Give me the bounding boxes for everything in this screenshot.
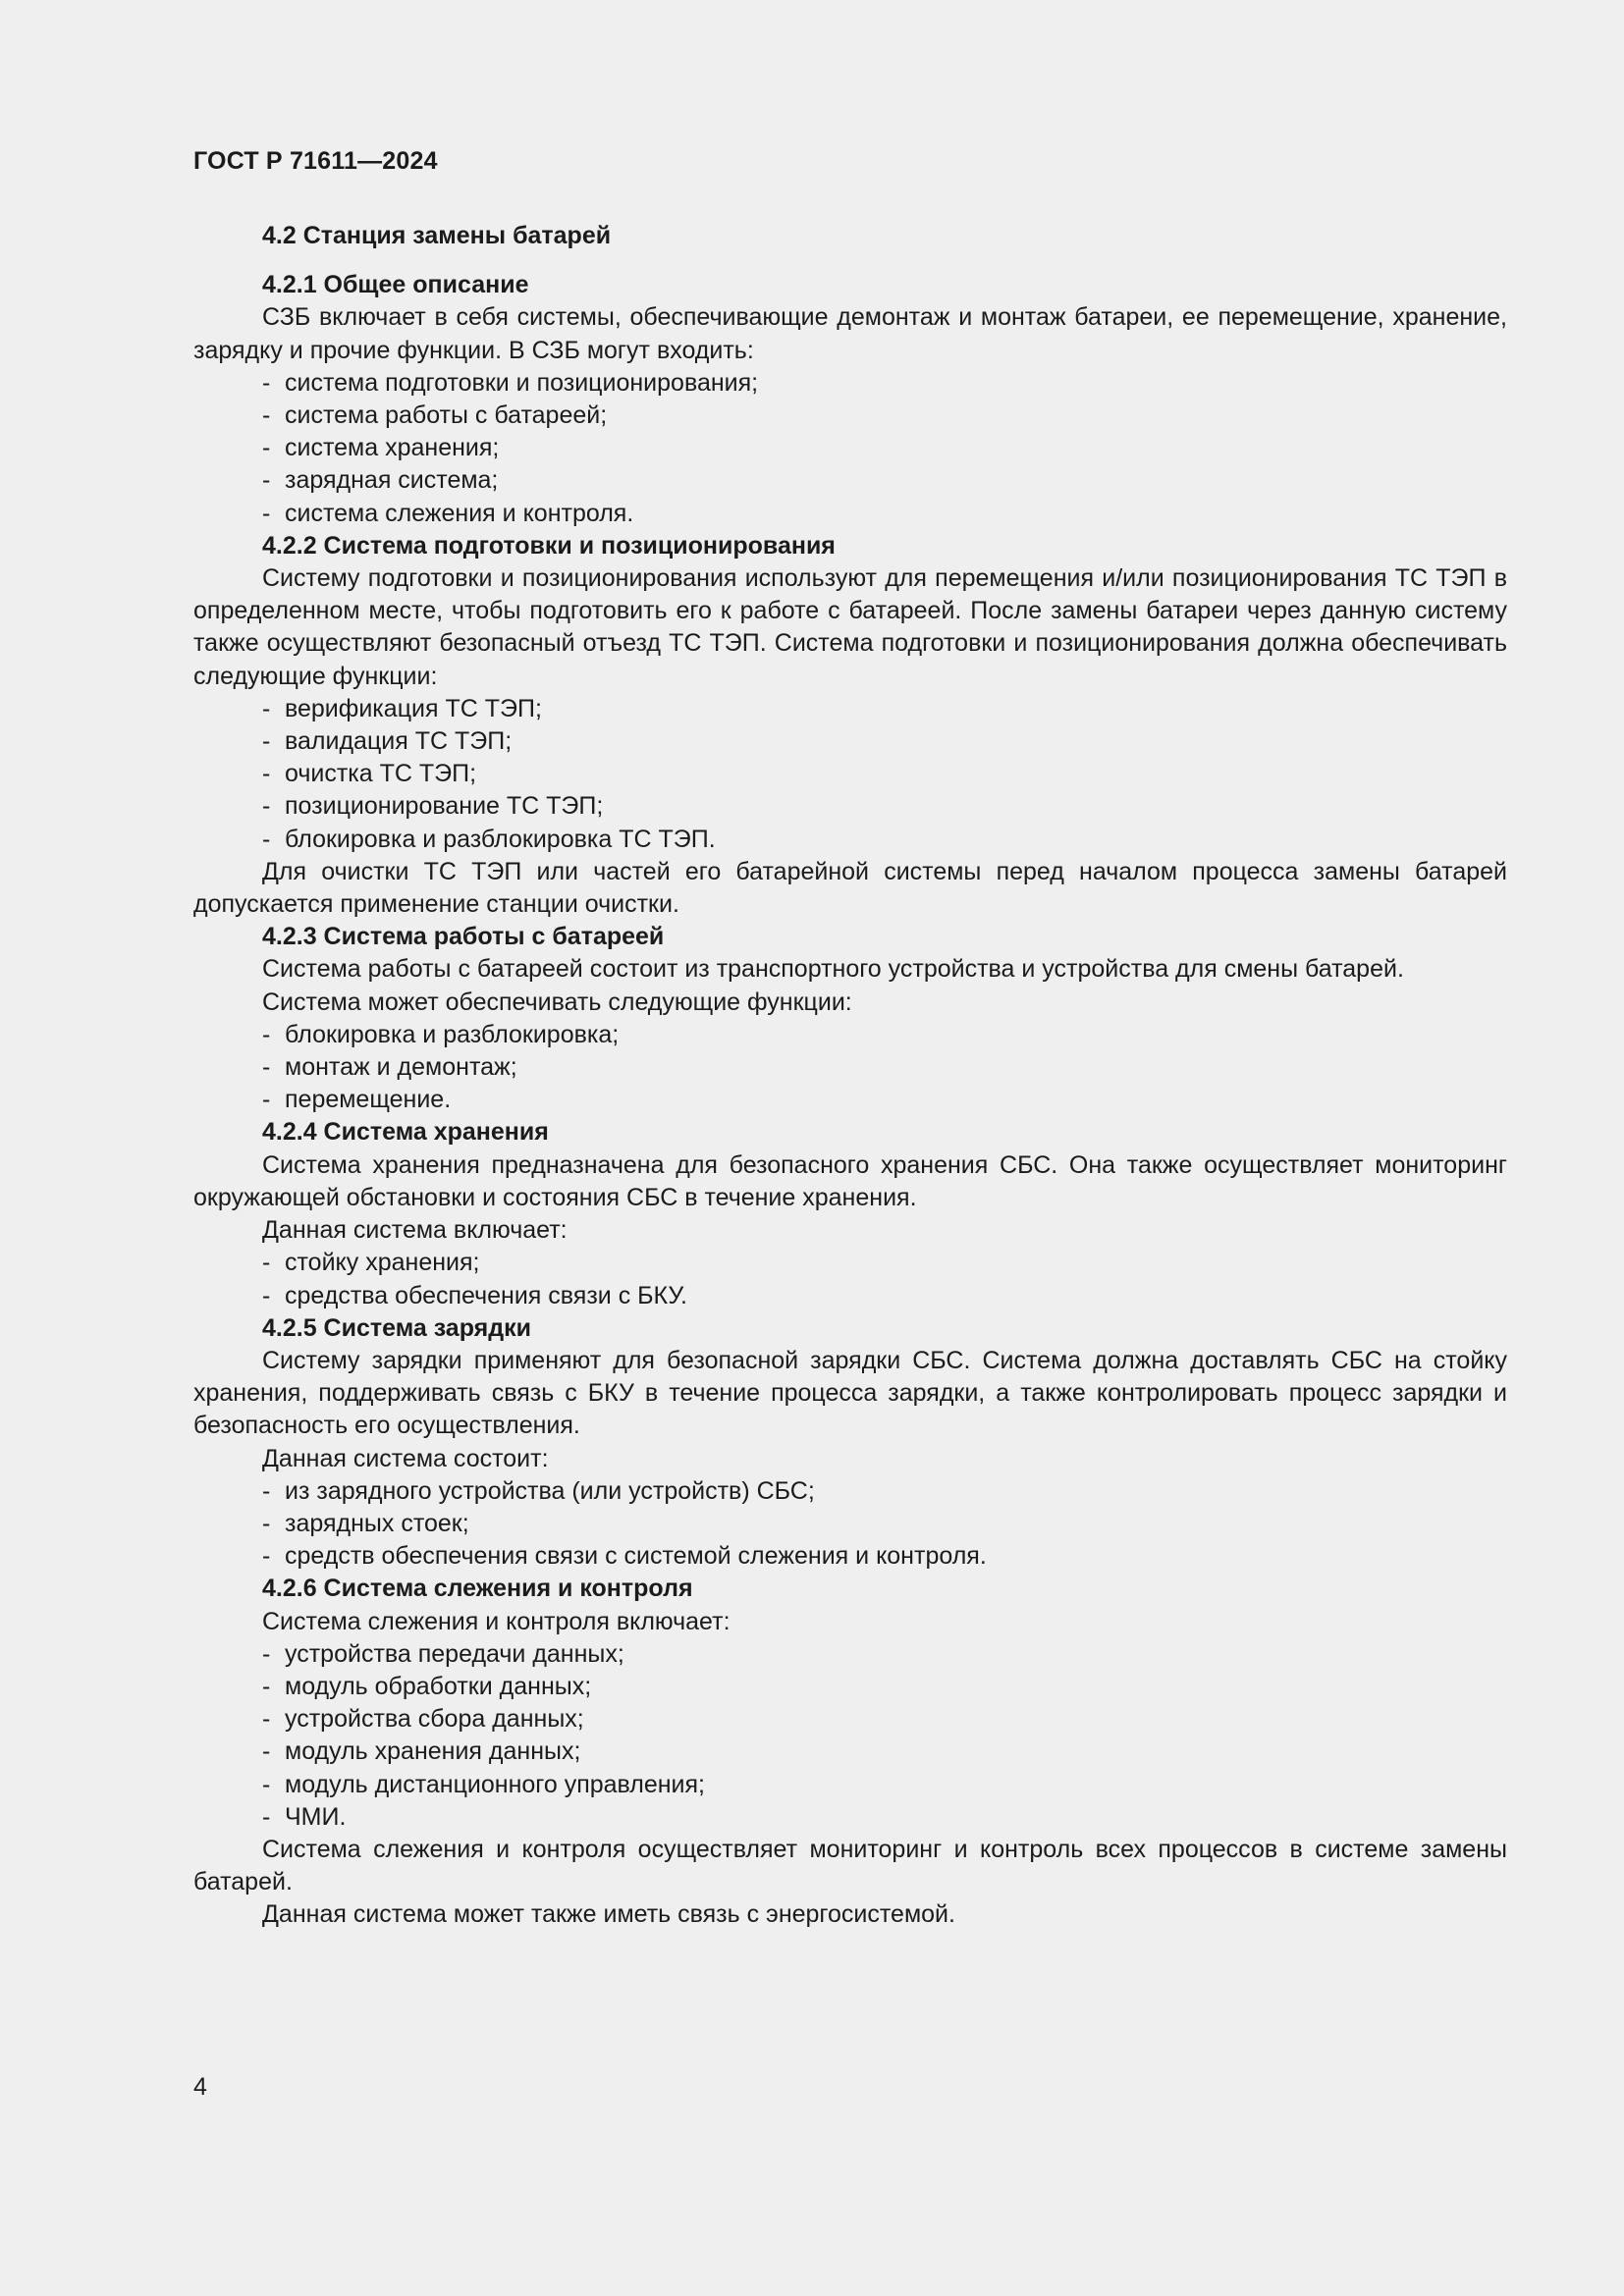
list-item: - зарядных стоек; [262,1508,1507,1540]
subsection-heading-4-2-2: 4.2.2 Система подготовки и позиционирования [262,531,836,560]
paragraph: Данная система включает: [262,1216,568,1245]
document-body [193,220,1507,1932]
bullet-list [193,1475,1507,1574]
list-item: - средства обеспечения связи с БКУ. [262,1280,1507,1312]
list-item: - стойку хранения; [262,1247,1507,1279]
bullet-list [193,1638,1507,1834]
paragraph: Система может обеспечивать следующие функции: [262,988,852,1016]
bullet-list [193,1247,1507,1311]
list-item: - позиционирование ТС ТЭП; [262,790,1507,823]
page-number: 4 [193,2073,207,2101]
paragraph: Данная система может также иметь связь с энергосистемой. [262,1900,955,1929]
subsection-heading-4-2-3: 4.2.3 Система работы с батареей [262,923,665,951]
paragraph: Для очистки ТС ТЭП или частей его батарейной системы перед началом процесса замены батарей допускается применение станции очистки. [193,857,1507,919]
paragraph: Система слежения и контроля включает: [262,1607,731,1635]
paragraph: СЗБ включает в себя системы, обеспечивающие демонтаж и монтаж батареи, ее перемещение, хранение, зарядку и прочие функции. В СЗБ могут входить: [193,303,1507,364]
list-item: - устройства сбора данных; [262,1703,1507,1735]
list-item: - перемещение. [262,1084,1507,1116]
list-item: - валидация ТС ТЭП; [262,725,1507,758]
paragraph: Система слежения и контроля осуществляет мониторинг и контроль всех процессов в системе замены батарей. [193,1835,1507,1896]
bullet-list [193,1019,1507,1117]
list-item: - система подготовки и позиционирования; [262,367,1507,400]
list-item: - модуль дистанционного управления; [262,1769,1507,1801]
bullet-list [193,367,1507,530]
subsection-heading-4-2-6: 4.2.6 Система слежения и контроля [262,1575,693,1603]
list-item: - из зарядного устройства (или устройств) СБС; [262,1475,1507,1508]
list-item: - ЧМИ. [262,1801,1507,1834]
list-item: - модуль хранения данных; [262,1735,1507,1768]
list-item: - средств обеспечения связи с системой слежения и контроля. [262,1540,1507,1573]
list-item: - система слежения и контроля. [262,498,1507,530]
subsection-heading-4-2-5: 4.2.5 Система зарядки [262,1313,531,1342]
list-item: - монтаж и демонтаж; [262,1051,1507,1084]
bullet-list [193,693,1507,856]
paragraph: Систему подготовки и позиционирования используют для перемещения и/или позиционирования ТС ТЭП в определенном месте, чтобы подготовить его к работе с батареей. После замены батареи через данную систему также осуществляют безопасный отъезд ТС ТЭП. Система подготовки и позиционирования должна обеспечивать следующие функции: [193,564,1507,690]
list-item: - блокировка и разблокировка; [262,1019,1507,1051]
paragraph: Систему зарядки применяют для безопасной зарядки СБС. Система должна доставлять СБС на стойку хранения, поддерживать связь с БКУ в течение процесса зарядки, а также контролировать процесс зарядки и безопасность его осуществления. [193,1346,1507,1440]
list-item: - верификация ТС ТЭП; [262,693,1507,725]
subsection-heading-4-2-1: 4.2.1 Общее описание [262,271,529,299]
list-item: - система хранения; [262,432,1507,464]
paragraph: Система работы с батареей состоит из транспортного устройства и устройства для смены батарей. [262,955,1404,984]
list-item: - блокировка и разблокировка ТС ТЭП. [262,824,1507,856]
list-item: - очистка ТС ТЭП; [262,758,1507,790]
document-header: ГОСТ Р 71611—2024 [193,147,438,175]
list-item: - устройства передачи данных; [262,1638,1507,1671]
list-item: - зарядная система; [262,464,1507,497]
section-heading-4-2: 4.2 Станция замены батарей [262,222,612,249]
list-item: - модуль обработки данных; [262,1671,1507,1703]
list-item: - система работы с батареей; [262,400,1507,432]
subsection-heading-4-2-4: 4.2.4 Система хранения [262,1118,549,1147]
paragraph: Система хранения предназначена для безопасного хранения СБС. Она также осуществляет мониторинг окружающей обстановки и состояния СБС в течение хранения. [193,1150,1507,1211]
paragraph: Данная система состоит: [262,1444,549,1472]
